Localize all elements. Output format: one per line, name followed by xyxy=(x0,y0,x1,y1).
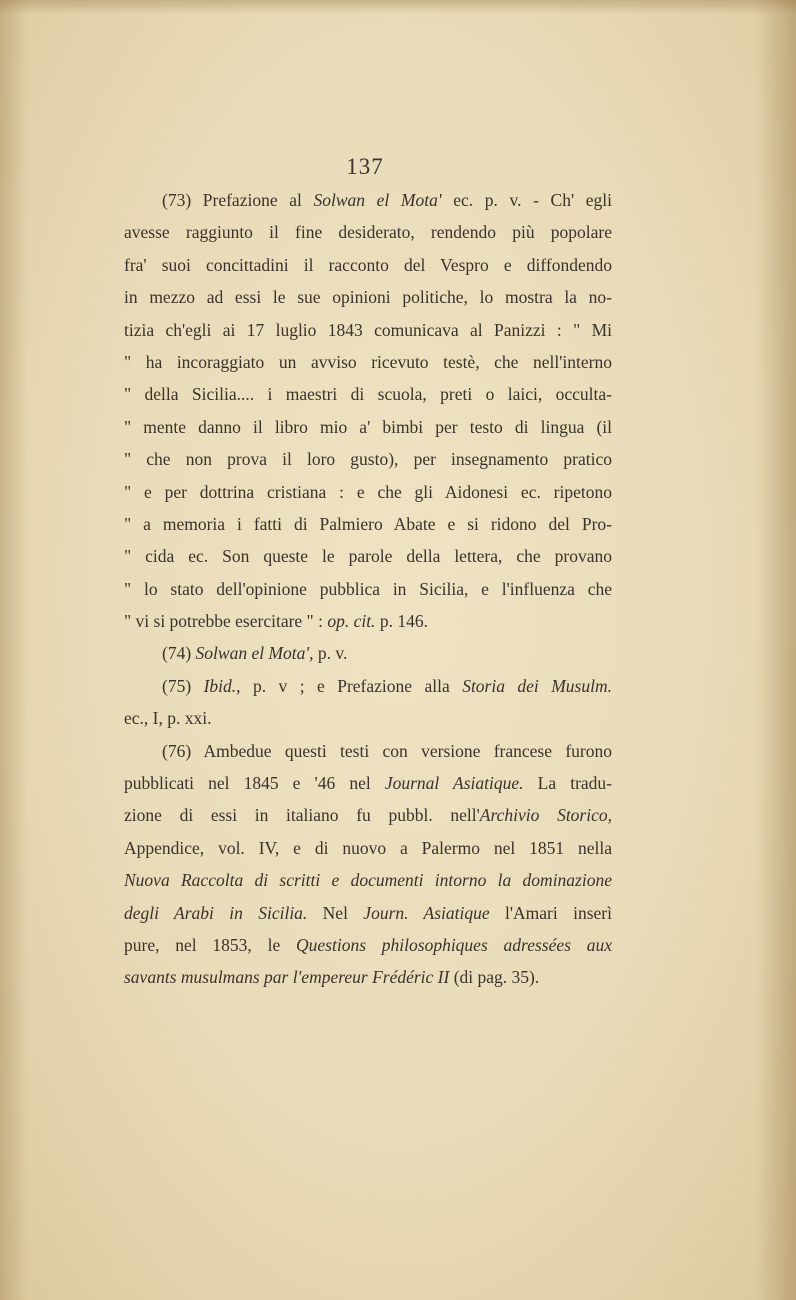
text-span: savants musulmans par l'empereur Frédéric II xyxy=(124,967,450,988)
text-line xyxy=(124,961,612,993)
text-span: pure, nel 1853, le xyxy=(124,934,296,955)
text-span: La tradu- xyxy=(523,773,612,794)
text-span: Storia dei Musulm. xyxy=(462,675,612,696)
text-span: p. v. xyxy=(313,643,348,664)
text-span: " mente danno il libro mio a' bimbi per testo di lingua (il xyxy=(124,416,612,437)
text-span: ec. p. v. - Ch' egli xyxy=(441,190,612,210)
text-span: p. 146. xyxy=(375,611,428,632)
text-span: " a memoria i fatti di Palmiero Abate e si ridono del Pro- xyxy=(124,513,612,534)
text-span: tizia ch'egli ai 17 luglio 1843 comunicava al Panizzi : " Mi xyxy=(124,319,612,340)
text-line xyxy=(124,281,612,313)
text-line xyxy=(124,249,612,281)
text-span: pubblicati nel 1845 e '46 nel xyxy=(124,773,385,794)
text-span: zione di essi in italiano fu pubbl. nell' xyxy=(124,805,480,826)
page-edge-top xyxy=(0,0,796,14)
text-line xyxy=(124,735,612,767)
text-span: " che non prova il loro gusto), per insegnamento pratico xyxy=(124,449,612,470)
text-line xyxy=(124,702,612,734)
text-span: Journ. Asiatique xyxy=(363,902,490,923)
text-line xyxy=(124,411,612,443)
text-span: " vi si potrebbe esercitare " : xyxy=(124,611,328,632)
text-line xyxy=(124,378,612,410)
page-number: 137 xyxy=(346,154,384,179)
text-span: " cida ec. Son queste le parole della lettera, che provano xyxy=(124,546,612,567)
text-span: p. v ; e Prefazione alla xyxy=(240,675,463,696)
text-line xyxy=(124,767,612,799)
text-span: Journal Asiatique. xyxy=(384,773,524,794)
page-edge-right xyxy=(756,0,796,1300)
text-span: avesse raggiunto il fine desiderato, rendendo più popolare xyxy=(124,222,612,243)
text-span: Questions philosophiques adressées aux xyxy=(296,934,612,955)
text-span: (di pag. 35). xyxy=(449,967,540,988)
text-line xyxy=(124,540,612,572)
text-span: in mezzo ad essi le sue opinioni politiche, lo mostra la no- xyxy=(124,287,612,308)
text-line xyxy=(124,637,612,669)
text-span: " lo stato dell'opinione pubblica in Sicilia, e l'influenza che xyxy=(124,578,612,599)
text-line xyxy=(124,864,612,896)
text-span: (76) Ambedue questi testi con versione francese furono xyxy=(162,740,612,761)
text-line xyxy=(124,184,612,216)
text-span: " della Sicilia.... i maestri di scuola, preti o laici, occulta- xyxy=(124,384,612,405)
text-span: Ibid., xyxy=(203,675,241,696)
text-line xyxy=(124,443,612,475)
text-span: Solwan el Mota' xyxy=(313,190,442,210)
text-span: " ha incoraggiato un avviso ricevuto testè, che nell'interno xyxy=(124,351,612,372)
text-line xyxy=(124,670,612,702)
text-span: Nuova Raccolta di scritti e documenti intorno la dominazione xyxy=(124,870,612,891)
text-line xyxy=(124,897,612,929)
text-line xyxy=(124,573,612,605)
text-line xyxy=(124,346,612,378)
text-line xyxy=(124,799,612,831)
page-edge-left xyxy=(0,0,28,1300)
text-span: (75) xyxy=(162,675,204,696)
text-line xyxy=(124,832,612,864)
text-span: Archivio Storico, xyxy=(479,805,612,826)
text-line xyxy=(124,314,612,346)
text-span: (74) xyxy=(162,643,196,664)
text-span: fra' suoi concittadini il racconto del Vespro e diffondendo xyxy=(124,254,612,275)
text-span: Solwan el Mota', xyxy=(195,643,314,664)
text-line xyxy=(124,508,612,540)
text-span: Nel xyxy=(307,902,364,923)
text-line xyxy=(124,216,612,248)
text-span: l'Amari inserì xyxy=(489,902,612,923)
text-line xyxy=(124,476,612,508)
text-line xyxy=(124,605,612,637)
text-span: Appendice, vol. IV, e di nuovo a Palermo nel 1851 nella xyxy=(124,837,612,858)
text-line xyxy=(124,929,612,961)
text-span: degli Arabi in Sicilia. xyxy=(124,902,308,923)
footnotes-block xyxy=(124,184,612,994)
text-span: (73) Prefazione al xyxy=(162,190,314,210)
text-span: " e per dottrina cristiana : e che gli Aidonesi ec. ripetono xyxy=(124,481,612,502)
text-span: ec., I, p. xxi. xyxy=(124,708,212,729)
text-span: op. cit. xyxy=(327,611,376,632)
